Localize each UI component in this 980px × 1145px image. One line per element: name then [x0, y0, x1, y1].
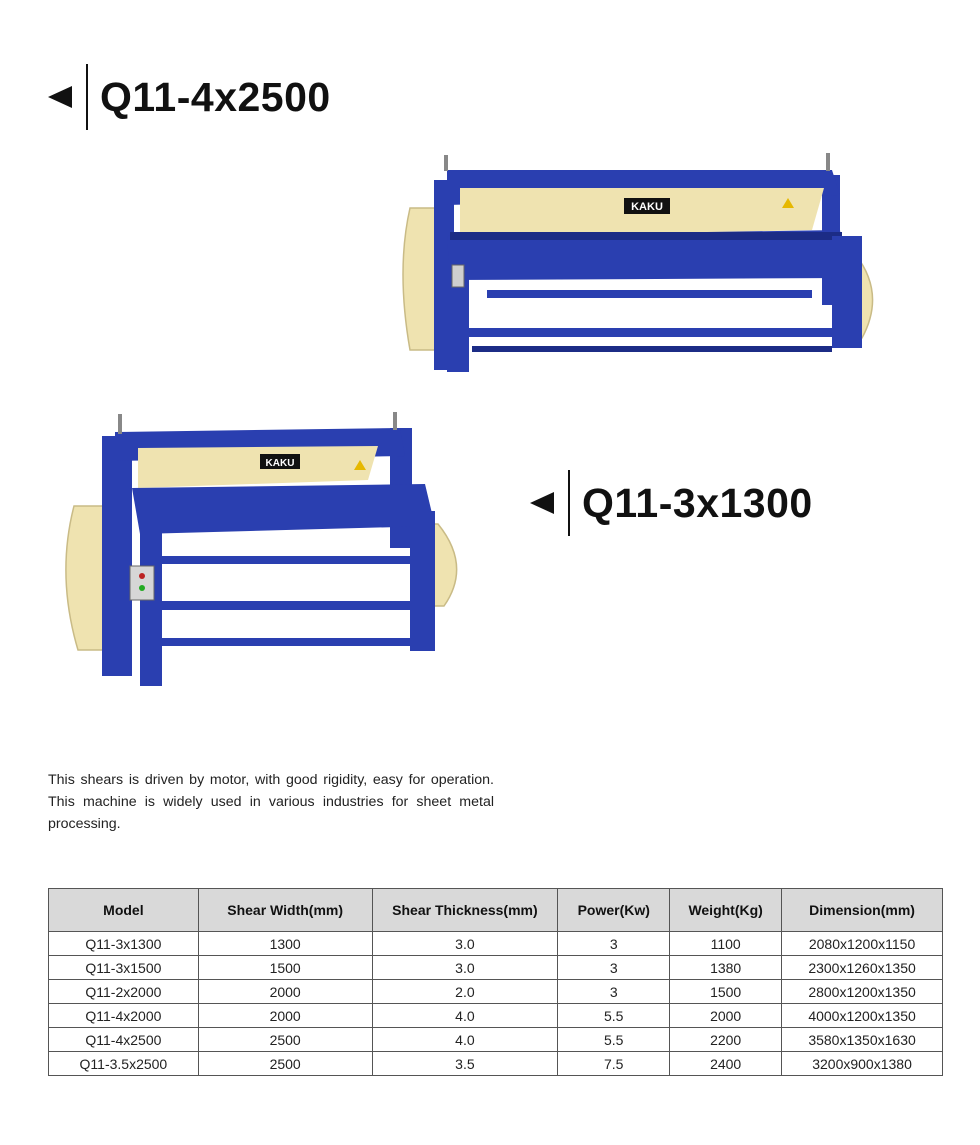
column-header: Model	[49, 889, 199, 932]
table-cell: 5.5	[558, 1004, 670, 1028]
table-cell: 2000	[198, 1004, 372, 1028]
table-cell: 3200x900x1380	[782, 1052, 943, 1076]
table-cell: 2000	[670, 1004, 782, 1028]
machine-image-q11-3x1300	[60, 406, 468, 698]
table-row	[49, 1004, 943, 1028]
triangle-arrow-icon	[530, 492, 554, 514]
table-cell: Q11-4x2500	[49, 1028, 199, 1052]
table-cell: 4.0	[372, 1028, 558, 1052]
table-cell: 2080x1200x1150	[782, 932, 943, 956]
heading-title: Q11-3x1300	[582, 479, 813, 526]
table-cell: 2800x1200x1350	[782, 980, 943, 1004]
table-cell: 3580x1350x1630	[782, 1028, 943, 1052]
table-cell: Q11-3x1500	[49, 956, 199, 980]
column-header: Weight(Kg)	[670, 889, 782, 932]
table-cell: 5.5	[558, 1028, 670, 1052]
table-cell: 3	[558, 956, 670, 980]
column-header: Shear Thickness(mm)	[372, 889, 558, 932]
table-cell: 2500	[198, 1028, 372, 1052]
table-row	[49, 1052, 943, 1076]
table-cell: 3.0	[372, 956, 558, 980]
table-cell: 2300x1260x1350	[782, 956, 943, 980]
table-cell: Q11-4x2000	[49, 1004, 199, 1028]
table-cell: 3.0	[372, 932, 558, 956]
table-cell: 1380	[670, 956, 782, 980]
table-cell: 3	[558, 980, 670, 1004]
table-header-row	[49, 889, 943, 932]
table-cell: 2000	[198, 980, 372, 1004]
heading-q11-3x1300	[530, 470, 813, 536]
brand-label: KAKU	[631, 201, 663, 213]
table-cell: 1300	[198, 932, 372, 956]
table-cell: 2.0	[372, 980, 558, 1004]
table-cell: 3	[558, 932, 670, 956]
machine-image-q11-4x2500	[392, 150, 887, 378]
table-cell: 2400	[670, 1052, 782, 1076]
column-header: Power(Kw)	[558, 889, 670, 932]
table-row	[49, 1028, 943, 1052]
product-description: This shears is driven by motor, with good rigidity, easy for operation. This machine is widely used in various industries for sheet metal processing.	[48, 772, 494, 833]
table-cell: 1500	[670, 980, 782, 1004]
table-cell: Q11-2x2000	[49, 980, 199, 1004]
brand-label: KAKU	[265, 458, 295, 469]
table-row	[49, 980, 943, 1004]
table-cell: 7.5	[558, 1052, 670, 1076]
spec-table	[48, 888, 943, 1076]
table-row	[49, 932, 943, 956]
table-cell: 4.0	[372, 1004, 558, 1028]
table-cell: 2500	[198, 1052, 372, 1076]
table-cell: 1100	[670, 932, 782, 956]
table-cell: Q11-3x1300	[49, 932, 199, 956]
table-cell: 3.5	[372, 1052, 558, 1076]
triangle-arrow-icon	[48, 86, 72, 108]
heading-divider	[86, 64, 88, 130]
table-cell: 1500	[198, 956, 372, 980]
heading-title: Q11-4x2500	[100, 73, 331, 120]
column-header: Shear Width(mm)	[198, 889, 372, 932]
table-cell: 4000x1200x1350	[782, 1004, 943, 1028]
table-cell: 2200	[670, 1028, 782, 1052]
column-header: Dimension(mm)	[782, 889, 943, 932]
table-cell: Q11-3.5x2500	[49, 1052, 199, 1076]
table-row	[49, 956, 943, 980]
heading-divider	[568, 470, 570, 536]
heading-q11-4x2500	[48, 64, 331, 130]
